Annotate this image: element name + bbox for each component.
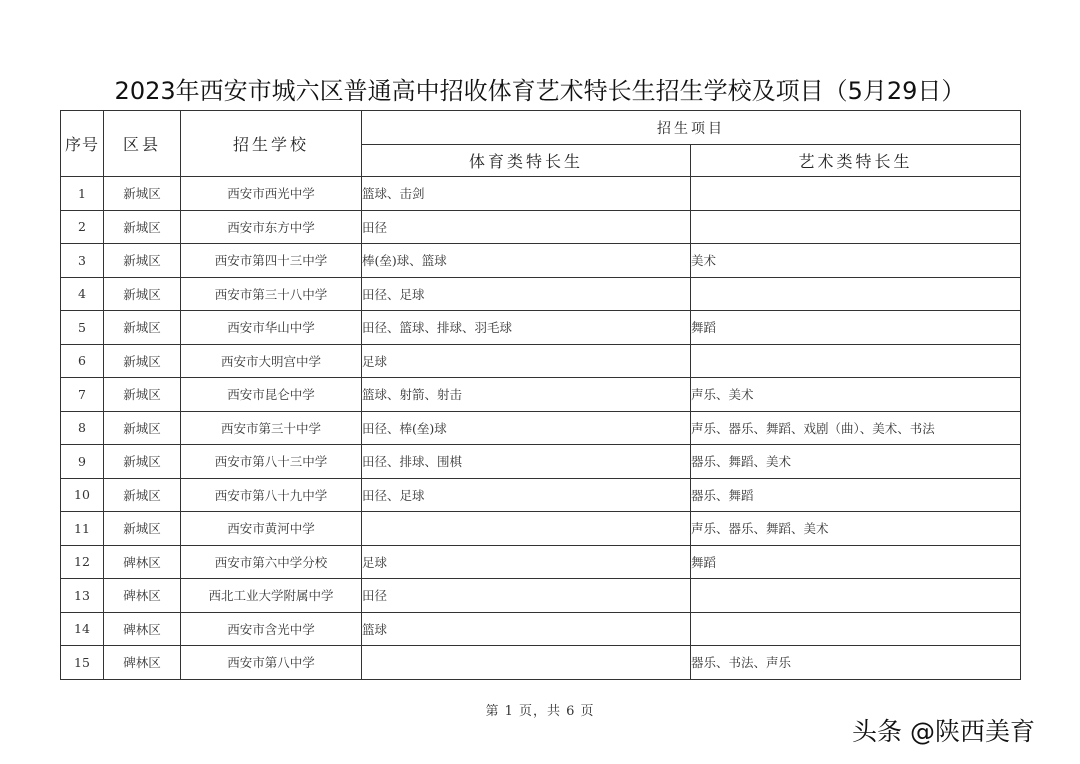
cell-index: 15 <box>61 646 104 680</box>
cell-index: 12 <box>61 545 104 579</box>
cell-sports: 足球 <box>362 344 691 378</box>
document-title: 2023年西安市城六区普通高中招收体育艺术特长生招生学校及项目（5月29日） <box>114 77 966 105</box>
cell-district: 新城区 <box>104 445 181 479</box>
cell-sports: 田径 <box>362 579 691 613</box>
cell-index: 14 <box>61 612 104 646</box>
cell-index: 9 <box>61 445 104 479</box>
cell-arts: 舞蹈 <box>691 545 1021 579</box>
table-row <box>61 378 1021 412</box>
header-school: 招生学校 <box>181 111 362 177</box>
cell-sports: 篮球 <box>362 612 691 646</box>
cell-district: 新城区 <box>104 411 181 445</box>
cell-district: 新城区 <box>104 344 181 378</box>
cell-index: 4 <box>61 277 104 311</box>
cell-index: 7 <box>61 378 104 412</box>
cell-index: 13 <box>61 579 104 613</box>
cell-sports <box>362 646 691 680</box>
table-row <box>61 445 1021 479</box>
cell-sports: 棒(垒)球、篮球 <box>362 244 691 278</box>
cell-school: 西安市第八十三中学 <box>181 445 362 479</box>
cell-sports: 田径、篮球、排球、羽毛球 <box>362 311 691 345</box>
cell-school: 西安市第三十中学 <box>181 411 362 445</box>
cell-district: 新城区 <box>104 378 181 412</box>
table-row <box>61 311 1021 345</box>
header-arts: 艺术类特长生 <box>691 145 1021 177</box>
cell-district: 碑林区 <box>104 646 181 680</box>
cell-district: 碑林区 <box>104 545 181 579</box>
page-indicator: 第 1 页，共 6 页 <box>485 704 595 719</box>
cell-index: 2 <box>61 210 104 244</box>
cell-sports: 田径、棒(垒)球 <box>362 411 691 445</box>
cell-sports: 田径、足球 <box>362 478 691 512</box>
cell-school: 西北工业大学附属中学 <box>181 579 362 613</box>
table-row <box>61 344 1021 378</box>
watermark: 头条 @陕西美育 <box>852 717 1035 746</box>
cell-school: 西安市第四十三中学 <box>181 244 362 278</box>
cell-arts: 舞蹈 <box>691 311 1021 345</box>
cell-district: 碑林区 <box>104 612 181 646</box>
cell-arts: 声乐、美术 <box>691 378 1021 412</box>
cell-district: 新城区 <box>104 277 181 311</box>
table-row <box>61 277 1021 311</box>
cell-school: 西安市黄河中学 <box>181 512 362 546</box>
cell-index: 8 <box>61 411 104 445</box>
cell-sports: 田径、足球 <box>362 277 691 311</box>
header-sports: 体育类特长生 <box>362 145 691 177</box>
cell-district: 碑林区 <box>104 579 181 613</box>
table-row <box>61 579 1021 613</box>
cell-arts <box>691 579 1021 613</box>
cell-arts: 器乐、书法、声乐 <box>691 646 1021 680</box>
table-row <box>61 210 1021 244</box>
cell-arts: 器乐、舞蹈、美术 <box>691 445 1021 479</box>
table-row <box>61 646 1021 680</box>
cell-sports <box>362 512 691 546</box>
cell-index: 5 <box>61 311 104 345</box>
cell-index: 6 <box>61 344 104 378</box>
cell-district: 新城区 <box>104 244 181 278</box>
table-row <box>61 411 1021 445</box>
cell-arts <box>691 277 1021 311</box>
cell-index: 1 <box>61 177 104 211</box>
cell-district: 新城区 <box>104 177 181 211</box>
header-index: 序号 <box>61 111 104 177</box>
cell-index: 10 <box>61 478 104 512</box>
cell-arts <box>691 210 1021 244</box>
table-row <box>61 612 1021 646</box>
cell-school: 西安市大明宫中学 <box>181 344 362 378</box>
cell-district: 新城区 <box>104 512 181 546</box>
cell-school: 西安市华山中学 <box>181 311 362 345</box>
cell-school: 西安市第八中学 <box>181 646 362 680</box>
admissions-table <box>60 110 1021 680</box>
cell-arts <box>691 612 1021 646</box>
cell-arts: 器乐、舞蹈 <box>691 478 1021 512</box>
cell-school: 西安市东方中学 <box>181 210 362 244</box>
table-row <box>61 545 1021 579</box>
cell-district: 新城区 <box>104 478 181 512</box>
cell-index: 3 <box>61 244 104 278</box>
cell-arts: 美术 <box>691 244 1021 278</box>
table-row <box>61 177 1021 211</box>
table-row <box>61 512 1021 546</box>
cell-school: 西安市昆仑中学 <box>181 378 362 412</box>
table-row <box>61 478 1021 512</box>
table-row <box>61 244 1021 278</box>
cell-district: 新城区 <box>104 210 181 244</box>
cell-school: 西安市第八十九中学 <box>181 478 362 512</box>
cell-sports: 田径 <box>362 210 691 244</box>
cell-arts: 声乐、器乐、舞蹈、戏剧（曲）、美术、书法 <box>691 411 1021 445</box>
cell-sports: 田径、排球、围棋 <box>362 445 691 479</box>
table-body <box>61 177 1021 680</box>
cell-school: 西安市第三十八中学 <box>181 277 362 311</box>
cell-sports: 篮球、射箭、射击 <box>362 378 691 412</box>
cell-district: 新城区 <box>104 311 181 345</box>
header-district: 区县 <box>104 111 181 177</box>
cell-index: 11 <box>61 512 104 546</box>
cell-arts <box>691 344 1021 378</box>
cell-sports: 篮球、击剑 <box>362 177 691 211</box>
cell-arts: 声乐、器乐、舞蹈、美术 <box>691 512 1021 546</box>
cell-arts <box>691 177 1021 211</box>
cell-school: 西安市含光中学 <box>181 612 362 646</box>
header-projects: 招生项目 <box>362 111 1021 145</box>
cell-sports: 足球 <box>362 545 691 579</box>
cell-school: 西安市第六中学分校 <box>181 545 362 579</box>
cell-school: 西安市西光中学 <box>181 177 362 211</box>
